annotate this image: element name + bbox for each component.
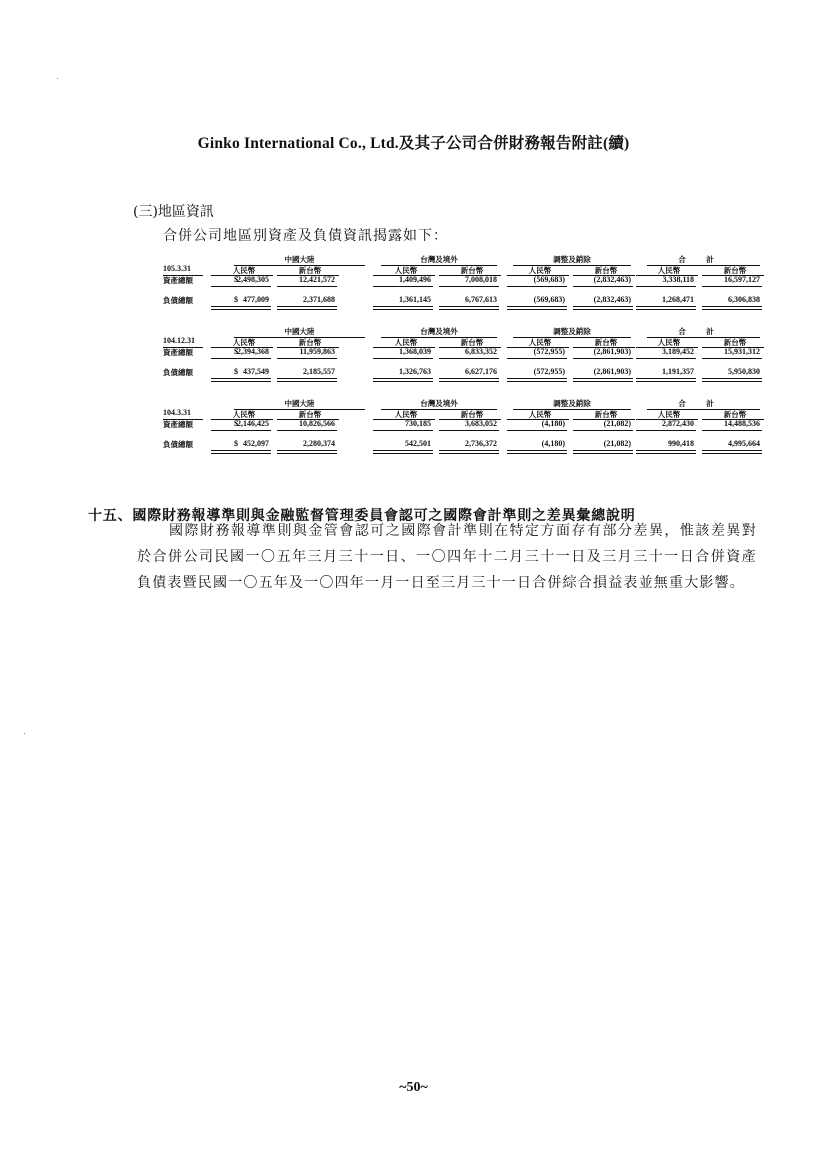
cell-underline	[211, 430, 271, 431]
cell-double-underline	[636, 450, 696, 454]
cell-double-underline	[573, 450, 633, 454]
currency-subheader: 新台幣	[594, 410, 618, 419]
currency-subheader: 新台幣	[298, 410, 322, 419]
table-cell: 3,683,052	[465, 419, 497, 428]
table-block	[163, 254, 760, 314]
cell-double-underline	[373, 378, 433, 382]
column-group-header: 台灣及境外	[420, 255, 458, 264]
cell-underline	[277, 286, 337, 287]
table-cell: 2,280,374	[303, 439, 335, 448]
column-group-header: 中國大陸	[284, 399, 315, 408]
period-date: 105.3.31	[163, 264, 191, 273]
column-group-header: 台灣及境外	[420, 399, 458, 408]
cell-double-underline	[702, 450, 762, 454]
currency-subheader: 新台幣	[594, 338, 618, 347]
page-number: ~50~	[399, 1080, 428, 1095]
cell-underline	[277, 430, 337, 431]
table-cell: (2,861,903)	[593, 347, 631, 356]
cell-underline	[636, 430, 696, 431]
table-cell: 542,501	[405, 439, 431, 448]
column-group-header: 計	[706, 255, 714, 264]
table-cell: (4,180)	[541, 439, 565, 448]
row-label: 負債總額	[163, 440, 193, 449]
table-cell: (4,180)	[541, 419, 565, 428]
section-heading-ifrs-differences: 十五、國際財務報導準則與金融監督管理委員會認可之國際會計準則之差異彙總說明	[88, 508, 636, 524]
column-group-header: 中國大陸	[284, 327, 315, 336]
cell-double-underline	[277, 450, 337, 454]
table-cell: 2,185,557	[303, 367, 335, 376]
table-cell: 5,950,830	[728, 367, 760, 376]
table-cell: 730,185	[405, 419, 431, 428]
table-cell: (572,955)	[533, 367, 565, 376]
period-date: 104.12.31	[163, 336, 195, 345]
currency-subheader: 新台幣	[460, 266, 484, 275]
column-group-header: 計	[706, 327, 714, 336]
column-group-header: 調整及銷除	[553, 327, 591, 336]
cell-underline	[373, 430, 433, 431]
cell-underline	[573, 286, 633, 287]
cell-double-underline	[277, 306, 337, 310]
cell-underline	[573, 430, 633, 431]
row-label: 資產總額	[163, 348, 193, 357]
table-cell: 2,394,368	[237, 347, 269, 356]
period-date: 104.3.31	[163, 408, 191, 417]
currency-symbol: $	[234, 419, 238, 428]
cell-underline	[636, 286, 696, 287]
table-cell: 12,421,572	[299, 275, 335, 284]
section-intro: 合併公司地區別資產及負債資訊揭露如下：	[163, 228, 448, 244]
table-cell: 6,833,352	[465, 347, 497, 356]
cell-underline	[573, 358, 633, 359]
currency-symbol: $	[234, 439, 238, 448]
table-cell: (21,082)	[603, 439, 631, 448]
currency-subheader: 新台幣	[298, 338, 322, 347]
page-title: Ginko International Co., Ltd.及其子公司合併財務報告附註(續)	[197, 135, 630, 152]
currency-subheader: 人民幣	[528, 410, 552, 419]
column-group-header: 調整及銷除	[553, 399, 591, 408]
currency-subheader: 人民幣	[394, 410, 418, 419]
table-cell: 6,306,838	[728, 295, 760, 304]
table-cell: 2,498,305	[237, 275, 269, 284]
cell-underline	[439, 358, 499, 359]
column-group-header: 中國大陸	[284, 255, 315, 264]
currency-subheader: 人民幣	[232, 266, 256, 275]
table-cell: (2,861,903)	[593, 367, 631, 376]
table-cell: 1,326,763	[399, 367, 431, 376]
currency-subheader: 新台幣	[460, 410, 484, 419]
cell-underline	[211, 358, 271, 359]
currency-subheader: 人民幣	[394, 266, 418, 275]
column-group-header: 合	[678, 255, 686, 264]
cell-double-underline	[507, 378, 567, 382]
section-body: 國際財務報導準則與金管會認可之國際會計準則在特定方面存有部分差異，惟該差異對於合併公司民國一〇五年三月三十一日、一〇四年十二月三十一日及三月三十一日合併資產負債表暨民國一〇五年及一〇四年一月一日至三月三十一日合併綜合損益表並無重大影響。	[137, 523, 757, 591]
table-cell: 6,627,176	[465, 367, 497, 376]
cell-double-underline	[439, 450, 499, 454]
table-cell: (569,683)	[533, 295, 565, 304]
cell-underline	[277, 358, 337, 359]
table-cell: 3,338,118	[662, 275, 694, 284]
table-cell: (2,832,463)	[593, 275, 631, 284]
currency-subheader: 人民幣	[394, 338, 418, 347]
table-cell: (569,683)	[533, 275, 565, 284]
table-cell: 2,872,430	[662, 419, 694, 428]
table-block	[163, 398, 760, 458]
table-cell: 452,097	[243, 439, 269, 448]
table-cell: 4,995,664	[728, 439, 760, 448]
currency-subheader: 人民幣	[232, 410, 256, 419]
currency-subheader: 人民幣	[528, 266, 552, 275]
currency-subheader: 新台幣	[594, 266, 618, 275]
column-group-header: 計	[706, 399, 714, 408]
currency-symbol: $	[234, 295, 238, 304]
currency-subheader: 新台幣	[723, 410, 747, 419]
currency-subheader: 人民幣	[657, 338, 681, 347]
table-cell: 2,371,688	[303, 295, 335, 304]
currency-symbol: $	[234, 347, 238, 356]
cell-double-underline	[439, 378, 499, 382]
currency-subheader: 人民幣	[657, 266, 681, 275]
table-cell: 2,146,425	[237, 419, 269, 428]
currency-subheader: 新台幣	[298, 266, 322, 275]
table-cell: 990,418	[668, 439, 694, 448]
table-cell: 1,368,039	[399, 347, 431, 356]
cell-underline	[439, 286, 499, 287]
table-cell: 437,549	[243, 367, 269, 376]
column-group-header: 合	[678, 399, 686, 408]
row-label: 負債總額	[163, 368, 193, 377]
table-cell: 6,767,613	[465, 295, 497, 304]
table-cell: 1,191,357	[662, 367, 694, 376]
cell-underline	[507, 430, 567, 431]
currency-subheader: 人民幣	[232, 338, 256, 347]
currency-subheader: 人民幣	[657, 410, 681, 419]
table-cell: (572,955)	[533, 347, 565, 356]
scan-speck	[57, 78, 58, 79]
cell-double-underline	[211, 450, 271, 454]
table-cell: 1,268,471	[662, 295, 694, 304]
currency-symbol: $	[234, 275, 238, 284]
table-cell: 16,597,127	[724, 275, 760, 284]
row-label: 資產總額	[163, 420, 193, 429]
cell-underline	[211, 286, 271, 287]
currency-subheader: 人民幣	[528, 338, 552, 347]
cell-underline	[439, 430, 499, 431]
table-block	[163, 326, 760, 386]
table-cell: 477,009	[243, 295, 269, 304]
cell-double-underline	[211, 378, 271, 382]
cell-double-underline	[507, 450, 567, 454]
cell-underline	[507, 286, 567, 287]
table-cell: 7,008,018	[465, 275, 497, 284]
cell-double-underline	[211, 306, 271, 310]
cell-underline	[702, 286, 762, 287]
cell-double-underline	[277, 378, 337, 382]
currency-subheader: 新台幣	[723, 266, 747, 275]
cell-underline	[702, 358, 762, 359]
currency-subheader: 新台幣	[723, 338, 747, 347]
column-group-header: 台灣及境外	[420, 327, 458, 336]
section-heading-geographic: (三)地區資訊	[133, 204, 214, 220]
cell-double-underline	[373, 450, 433, 454]
cell-underline	[702, 430, 762, 431]
table-cell: (2,832,463)	[593, 295, 631, 304]
table-cell: 15,931,312	[724, 347, 760, 356]
table-cell: 3,189,452	[662, 347, 694, 356]
cell-underline	[373, 286, 433, 287]
table-cell: 10,826,566	[299, 419, 335, 428]
cell-double-underline	[702, 306, 762, 310]
cell-double-underline	[573, 378, 633, 382]
table-cell: 11,959,863	[299, 347, 335, 356]
cell-underline	[373, 358, 433, 359]
cell-double-underline	[702, 378, 762, 382]
cell-underline	[507, 358, 567, 359]
table-cell: 2,736,372	[465, 439, 497, 448]
table-cell: 1,409,496	[399, 275, 431, 284]
table-cell: (21,082)	[603, 419, 631, 428]
row-label: 資產總額	[163, 276, 193, 285]
scan-speck	[24, 733, 25, 734]
cell-double-underline	[373, 306, 433, 310]
column-group-header: 合	[678, 327, 686, 336]
cell-double-underline	[636, 378, 696, 382]
column-group-header: 調整及銷除	[553, 255, 591, 264]
currency-symbol: $	[234, 367, 238, 376]
cell-double-underline	[636, 306, 696, 310]
table-cell: 14,488,536	[724, 419, 760, 428]
cell-double-underline	[573, 306, 633, 310]
cell-underline	[636, 358, 696, 359]
cell-double-underline	[507, 306, 567, 310]
cell-double-underline	[439, 306, 499, 310]
currency-subheader: 新台幣	[460, 338, 484, 347]
table-cell: 1,361,145	[399, 295, 431, 304]
row-label: 負債總額	[163, 296, 193, 305]
